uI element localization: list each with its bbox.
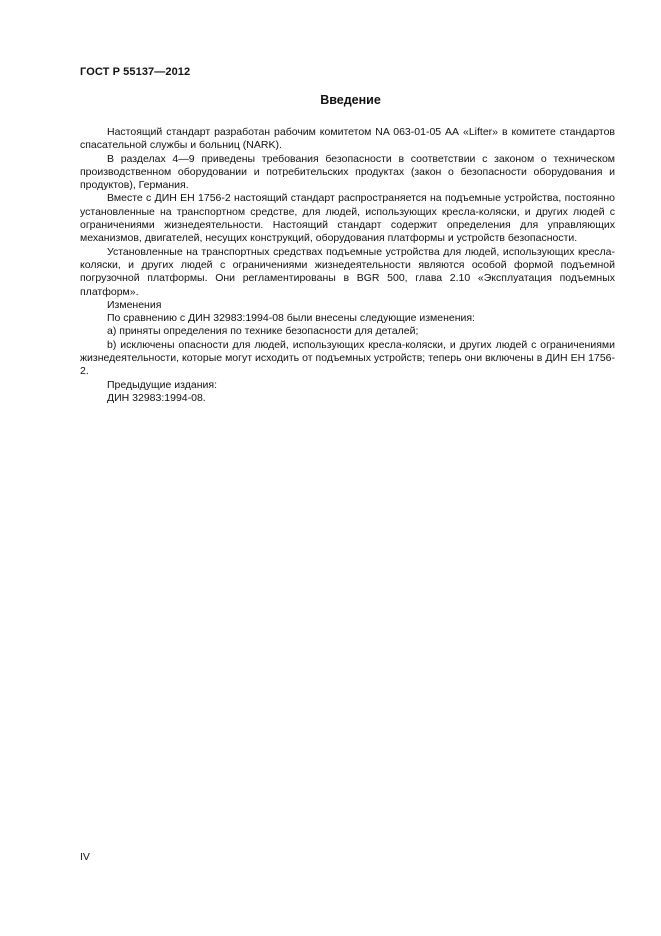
paragraph: Вместе с ДИН ЕН 1756-2 настоящий стандарт распространяется на подъемные устройства, постоянно установленные на транспортном средстве, для людей, использующих кресла-коляски, и других людей с ограничениями жизнедеятельности. Настоящий стандарт содержит определения для управляющих механизмов, двигателей, несущих конструкций, оборудования платформы и устройств безопасности. (80, 192, 615, 245)
paragraph: По сравнению с ДИН 32983:1994-08 были внесены следующие изменения: (107, 312, 475, 325)
list-item: b) исключены опасности для людей, использующих кресла-коляски, и других людей с ограничениями жизнедеятельности, которые могут исходить от подъемных устройств; теперь они включены в ДИН ЕН 1756-2. (80, 338, 615, 378)
section-title: Введение (320, 93, 381, 107)
document-number: ГОСТ Р 55137—2012 (80, 66, 191, 78)
paragraph: Установленные на транспортных средствах подъемные устройства для людей, использующих кресла-коляски, и других людей с ограничениями жизнедеятельности являются особой формой подъемной погрузочной платформы. Они регламентированы в BGR 500, глава 2.10 «Эксплуатация подъемных платформ». (80, 245, 615, 298)
paragraph: Предыдущие издания: (107, 378, 217, 391)
paragraph: ДИН 32983:1994-08. (107, 391, 206, 404)
paragraph: В разделах 4—9 приведены требования безопасности в соответствии с законом о техническом производственном оборудовании и потребительских продуктах (закон о безопасности оборудования и продуктов), Германия. (80, 152, 615, 192)
paragraph: Настоящий стандарт разработан рабочим комитетом NA 063-01-05 АА «Lifter» в комитете стандартов спасательной службы и больниц (NARK). (80, 126, 615, 152)
page-number: IV (80, 851, 90, 863)
list-item: a) приняты определения по технике безопасности для деталей; (107, 325, 419, 338)
body-text (80, 126, 615, 405)
paragraph: Изменения (107, 298, 162, 311)
